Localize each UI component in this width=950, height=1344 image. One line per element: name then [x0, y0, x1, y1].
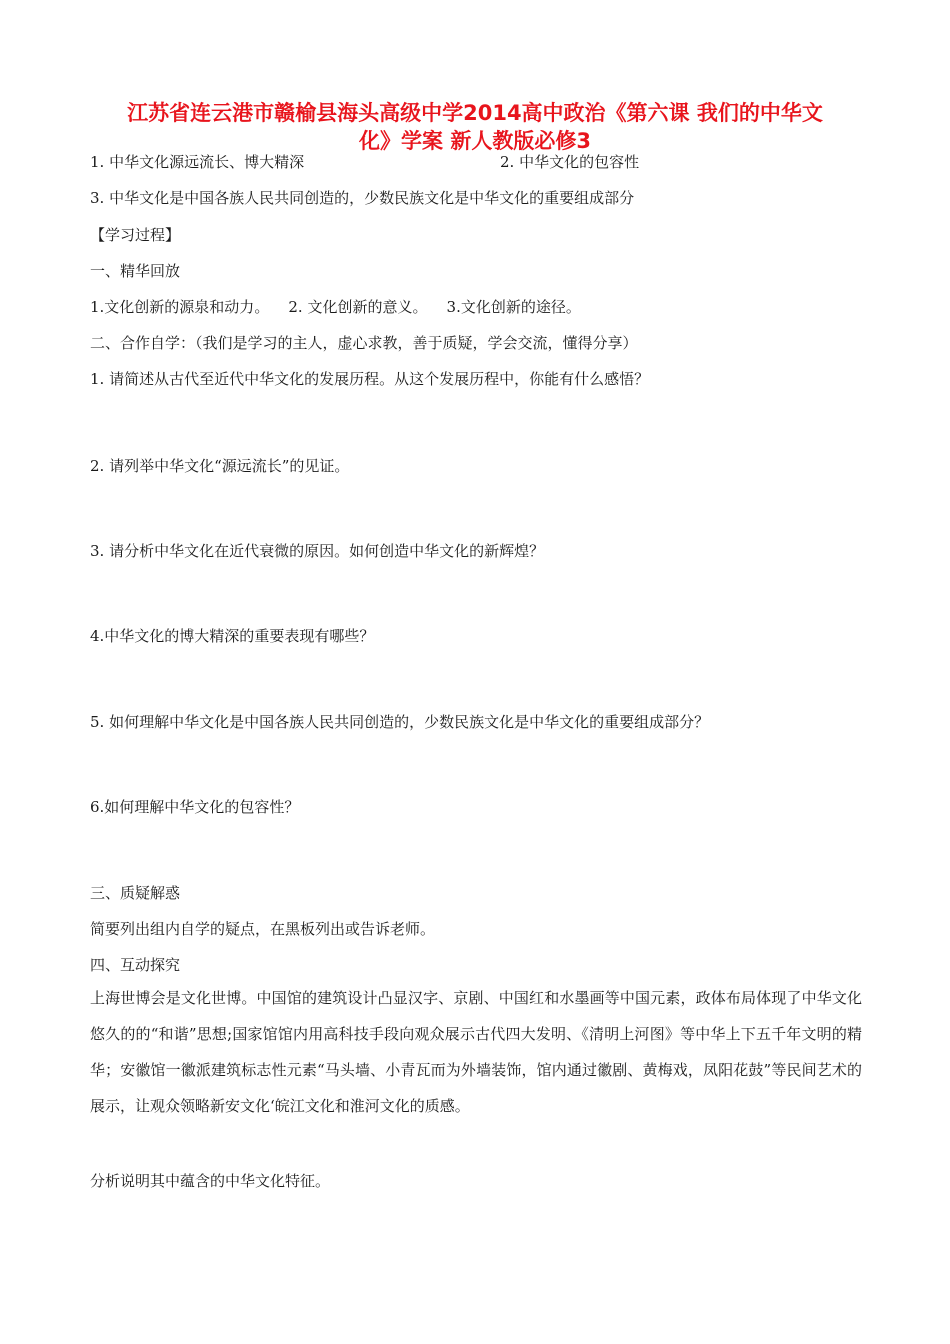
section-3-heading: 三、质疑解惑 — [90, 884, 181, 902]
question-4: 4.中华文化的博大精深的重要表现有哪些？ — [90, 627, 375, 645]
question-5: 5. 如何理解中华文化是中国各族人民共同创造的，少数民族文化是中华文化的重要组成部分？ — [90, 713, 710, 731]
section-1-heading: 一、精华回放 — [90, 262, 181, 280]
objective-item-2: 2. 中华文化的包容性 — [500, 153, 640, 171]
objective-item-3: 3. 中华文化是中国各族人民共同创造的，少数民族文化是中华文化的重要组成部分 — [90, 189, 635, 207]
question-2: 2. 请列举中华文化“源远流长”的见证。 — [90, 457, 350, 475]
objective-item-1: 1. 中华文化源远流长、博大精深 — [90, 153, 305, 171]
document-title-line-2: 化》学案 新人教版必修3 — [359, 129, 591, 153]
question-6: 6.如何理解中华文化的包容性？ — [90, 798, 300, 816]
section-4-heading: 四、互动探究 — [90, 956, 181, 974]
question-1: 1. 请简述从古代至近代中华文化的发展历程。从这个发展历程中，你能有什么感悟？ — [90, 370, 650, 388]
learning-process-heading: 【学习过程】 — [90, 226, 181, 244]
section-4-task: 分析说明其中蕴含的中华文化特征。 — [90, 1172, 331, 1190]
question-3: 3. 请分析中华文化在近代衰微的原因。如何创造中华文化的新辉煌？ — [90, 542, 545, 560]
document-title-line-1: 江苏省连云港市赣榆县海头高级中学2014高中政治《第六课 我们的中华文 — [127, 101, 823, 125]
section-3-text: 简要列出组内自学的疑点，在黑板列出或告诉老师。 — [90, 920, 436, 938]
section-2-heading: 二、合作自学：（我们是学习的主人，虚心求教，善于质疑，学会交流，懂得分享） — [90, 334, 638, 352]
section-1-items: 1.文化创新的源泉和动力。 2. 文化创新的意义。 3.文化创新的途径。 — [90, 298, 581, 316]
section-4-paragraph: 上海世博会是文化世博。中国馆的建筑设计凸显汉字、京剧、中国红和水墨画等中国元素，政体布局体现了中华文化悠久的的“和谐”思想;国家馆馆内用高科技手段向观众展示古代四大发明、《清明上河图》等中华上下五千年文明的精华；安徽馆一徽派建筑标志性元素“马头墙、小青瓦而为外墙装饰，馆内通过徽剧、黄梅戏，凤阳花鼓”等民间艺术的展示，让观众领略新安文化‘皖江文化和淮河文化的质感。 — [90, 989, 862, 1115]
